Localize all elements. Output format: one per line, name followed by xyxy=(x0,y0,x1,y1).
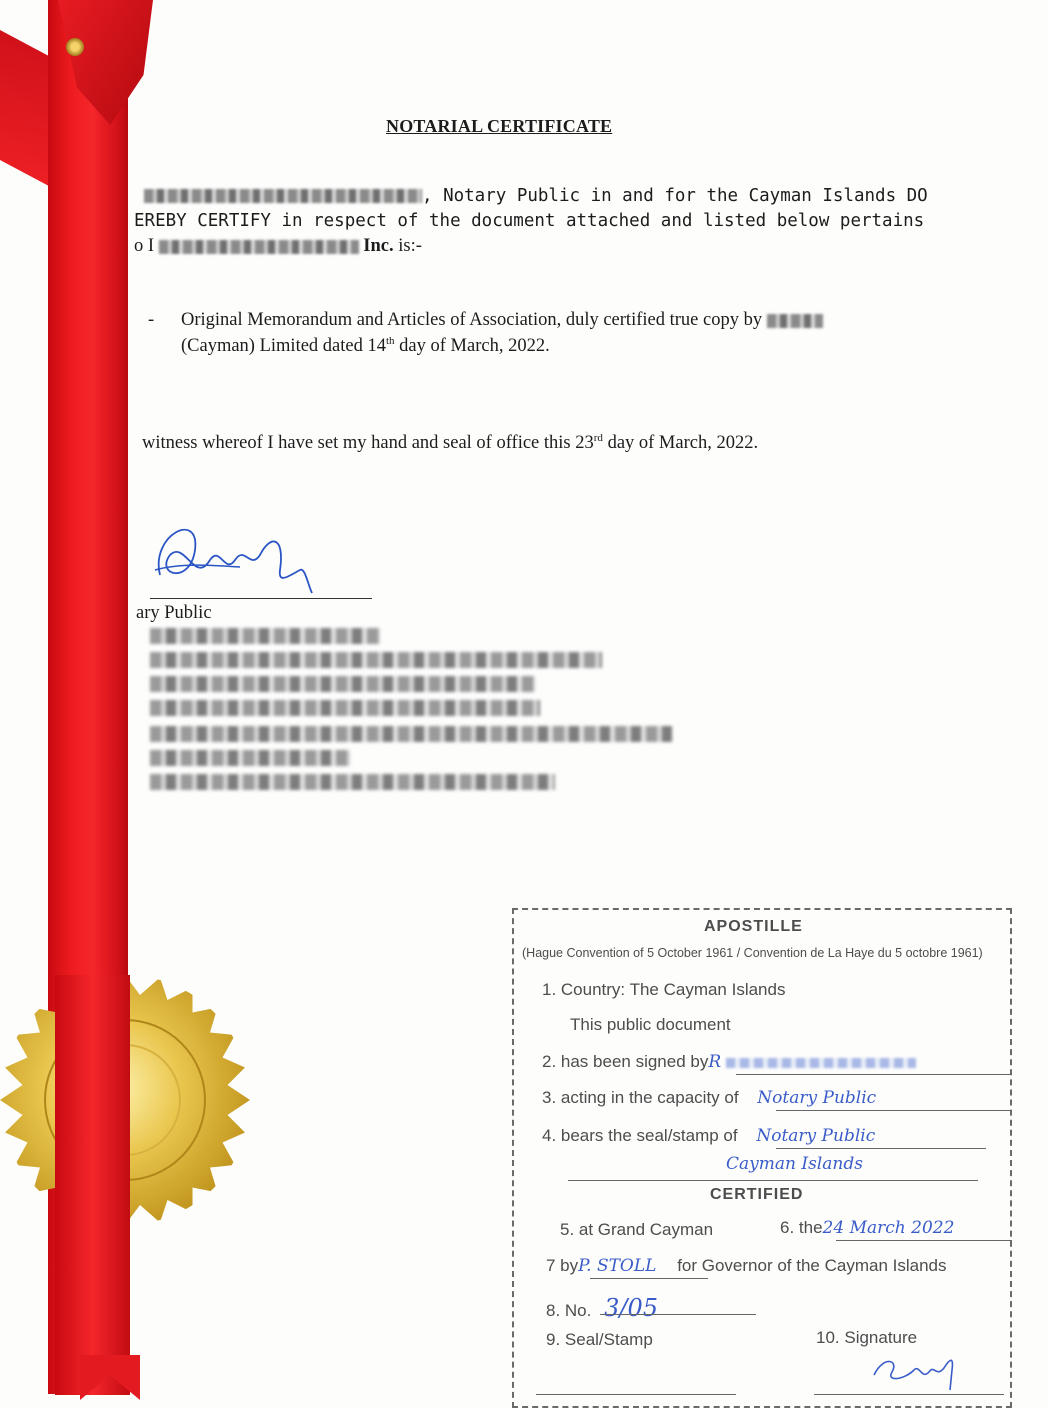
apostille-rule-10 xyxy=(814,1394,1004,1395)
intro-line-2: EREBY CERTIFY in respect of the document attached and listed below pertains xyxy=(134,211,925,231)
apostille-line-4 xyxy=(542,1126,875,1146)
redacted-address-5 xyxy=(150,726,672,742)
witness-sup: rd xyxy=(593,432,603,444)
redacted-address-4 xyxy=(150,700,540,716)
bullet-dash: - xyxy=(148,310,155,330)
apostille-rule-4 xyxy=(776,1148,986,1149)
apostille-line-10: 10. Signature xyxy=(816,1328,918,1347)
intro-line-1-text: , Notary Public in and for the Cayman Islands DO xyxy=(422,186,928,206)
apostille-line-7 xyxy=(546,1256,946,1276)
witness-line xyxy=(142,432,758,454)
certificate-title: NOTARIAL CERTIFICATE xyxy=(386,116,613,136)
item-line-2-a: (Cayman) Limited dated 14 xyxy=(181,336,386,357)
apostille-rule-4b xyxy=(568,1180,978,1181)
apostille-line-2 xyxy=(542,1052,916,1072)
intro-line-3-prefix: o I xyxy=(134,236,155,256)
redacted-address-7 xyxy=(150,774,555,790)
apostille-line-6-label: 6. the xyxy=(780,1218,823,1237)
apostille-line-5: 5. at Grand Cayman xyxy=(560,1220,714,1239)
apostille-line-6-hand: 24 March 2022 xyxy=(822,1218,955,1238)
redacted-signer xyxy=(726,1058,916,1068)
apostille-line-2-hand: R xyxy=(708,1052,722,1072)
apostille-line-8-hand: 3/05 xyxy=(604,1294,658,1322)
redacted-name xyxy=(144,189,422,203)
witness-text-a: witness whereof I have set my hand and seal of office this 23 xyxy=(142,433,594,454)
apostille-line-4-label: 4. bears the seal/stamp of xyxy=(542,1126,738,1145)
intro-line-3-tail: is:- xyxy=(393,236,422,256)
apostille-rule-7 xyxy=(590,1278,708,1279)
apostille-line-8 xyxy=(546,1294,658,1322)
apostille-rule-6 xyxy=(836,1240,1012,1241)
apostille-heading: APOSTILLE xyxy=(704,918,803,935)
apostille-line-9: 9. Seal/Stamp xyxy=(546,1330,653,1349)
apostille-line-7-hand: P. STOLL xyxy=(578,1256,657,1276)
item-line-2-b: day of March, 2022. xyxy=(394,336,550,357)
notary-signature xyxy=(140,515,340,605)
redacted-company xyxy=(159,240,359,254)
apostille-line-3-hand: Notary Public xyxy=(757,1088,877,1108)
intro-line-1 xyxy=(144,186,928,206)
apostille-line-7-label: 7 by xyxy=(546,1256,579,1275)
redacted-address-2 xyxy=(150,652,602,668)
apostille-subheading: (Hague Convention of 5 October 1961 / Convention de La Haye du 5 octobre 1961) xyxy=(522,946,983,960)
redacted-address-6 xyxy=(150,750,350,766)
apostille-line-1b: This public document xyxy=(570,1015,731,1034)
apostille-line-4b-hand: Cayman Islands xyxy=(726,1154,863,1174)
apostille-line-7-tail: for Governor of the Cayman Islands xyxy=(677,1256,947,1275)
apostille-line-3-label: 3. acting in the capacity of xyxy=(542,1088,739,1107)
intro-line-3 xyxy=(134,236,422,257)
apostille-line-3 xyxy=(542,1088,876,1108)
ribbon-over-seal xyxy=(55,975,130,1395)
redacted-address-1 xyxy=(150,628,380,644)
apostille-line-8-label: 8. No. xyxy=(546,1301,592,1320)
signature-caption: ary Public xyxy=(136,603,212,623)
apostille-rule-8 xyxy=(600,1314,756,1315)
apostille-rule-3 xyxy=(776,1110,1010,1111)
item-line-1-text: Original Memorandum and Articles of Association, duly certified true copy by xyxy=(181,310,763,330)
signature-line xyxy=(150,598,372,599)
apostille-line-6 xyxy=(780,1218,954,1238)
witness-text-b: day of March, 2022. xyxy=(602,433,759,454)
apostille-stamp xyxy=(512,908,1012,1408)
apostille-certified: CERTIFIED xyxy=(710,1186,804,1203)
apostille-line-2-label: 2. has been signed by xyxy=(542,1052,709,1071)
redacted-address-3 xyxy=(150,676,535,692)
apostille-line-1: 1. Country: The Cayman Islands xyxy=(542,980,786,999)
apostille-rule-2 xyxy=(736,1074,1010,1075)
apostille-signature xyxy=(864,1350,964,1395)
redacted-firm xyxy=(767,314,823,328)
item-line-2 xyxy=(181,335,550,357)
item-line-1 xyxy=(181,310,823,331)
apostille-line-4-hand: Notary Public xyxy=(756,1126,876,1146)
apostille-rule-9 xyxy=(536,1394,736,1395)
grommet-icon xyxy=(66,38,84,56)
intro-line-3-bold: Inc. xyxy=(363,236,394,256)
item-line-2-sup: th xyxy=(385,335,395,347)
